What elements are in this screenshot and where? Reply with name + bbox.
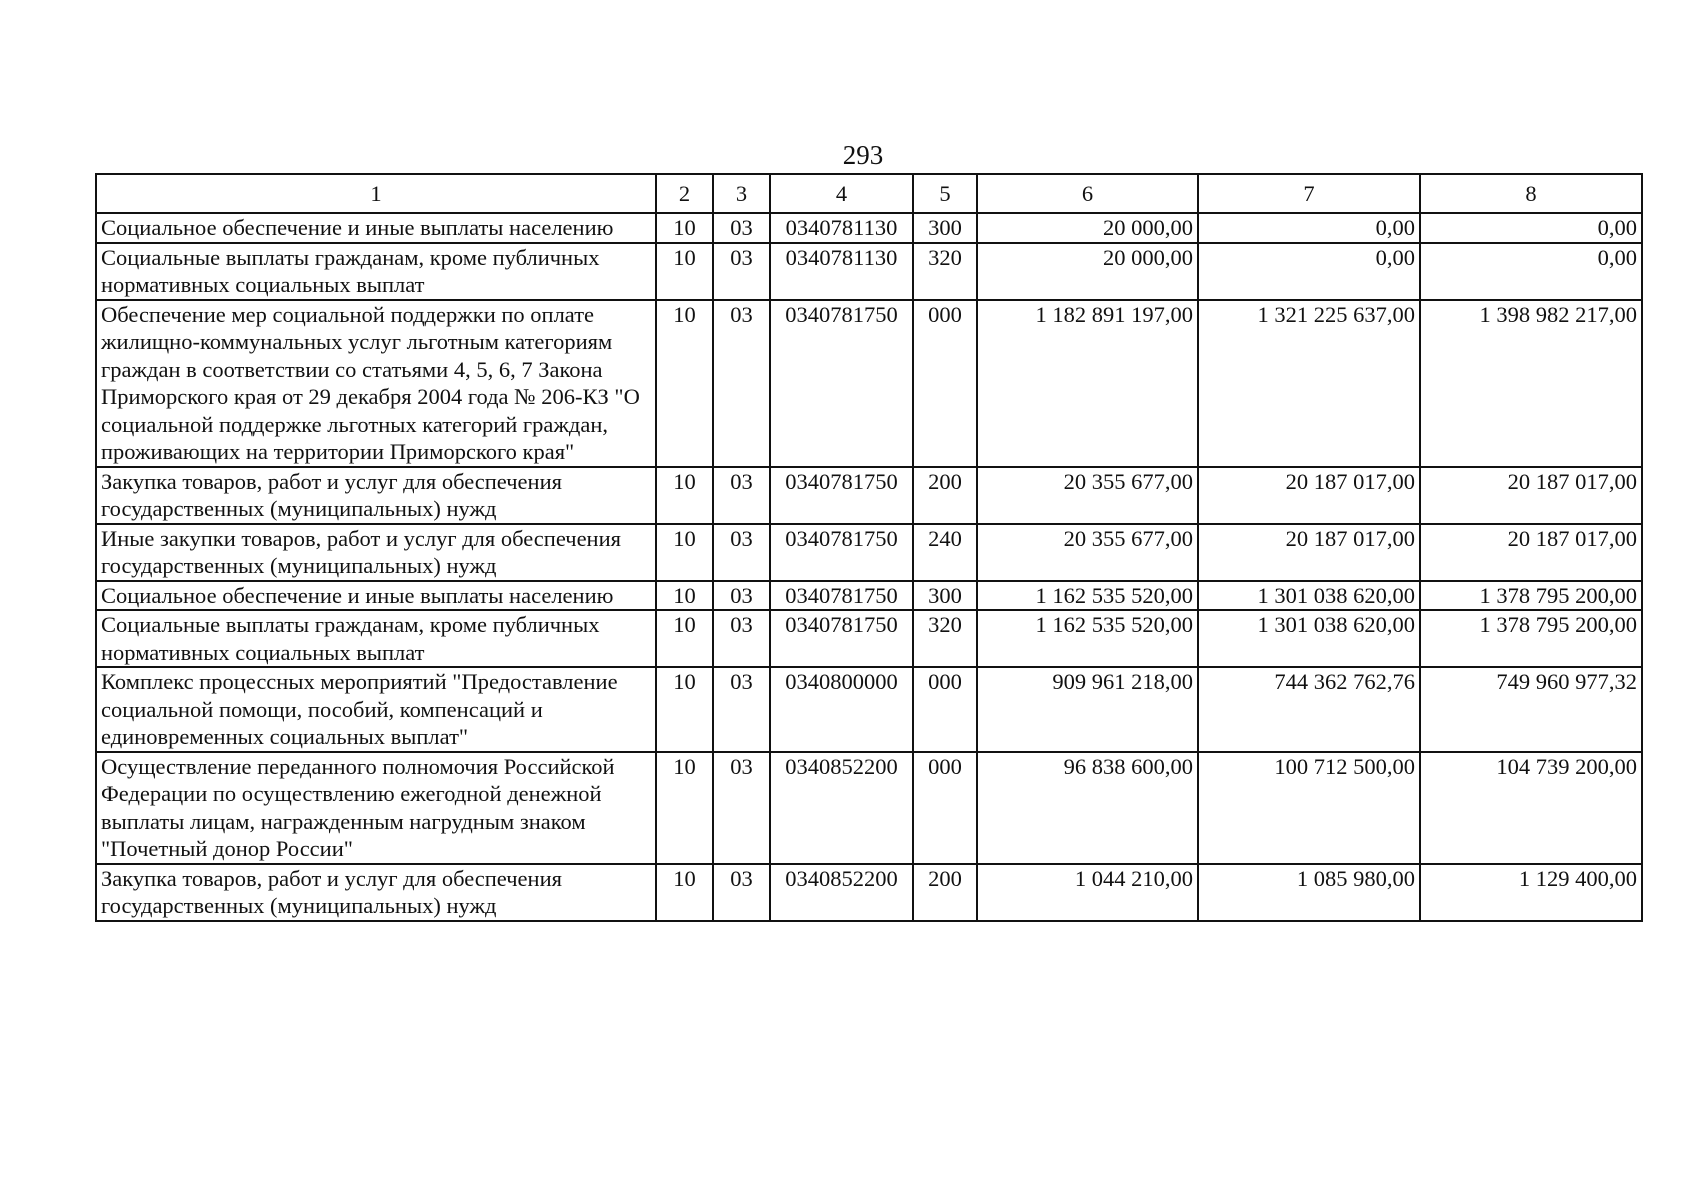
target-article-cell: 0340781130 (770, 243, 913, 300)
target-article-cell: 0340781130 (770, 213, 913, 243)
expense-type-cell: 200 (913, 467, 977, 524)
amount-year-3-cell: 1 398 982 217,00 (1420, 300, 1642, 467)
amount-year-2-cell: 1 301 038 620,00 (1198, 581, 1420, 611)
row-name-cell: Комплекс процессных мероприятий "Предоставление социальной помощи, пособий, компенсаций и единовременных социальных выплат" (96, 667, 656, 752)
section-code-cell: 10 (656, 243, 713, 300)
section-code-cell: 10 (656, 667, 713, 752)
expense-type-cell: 300 (913, 213, 977, 243)
amount-year-1-cell: 20 000,00 (977, 243, 1198, 300)
table-row (96, 667, 1642, 752)
target-article-cell: 0340800000 (770, 667, 913, 752)
column-header: 1 (96, 174, 656, 213)
table-row (96, 610, 1642, 667)
amount-year-2-cell: 744 362 762,76 (1198, 667, 1420, 752)
table-row (96, 524, 1642, 581)
expense-type-cell: 000 (913, 300, 977, 467)
subsection-code-cell: 03 (713, 213, 770, 243)
amount-year-1-cell: 96 838 600,00 (977, 752, 1198, 864)
row-name-cell: Иные закупки товаров, работ и услуг для обеспечения государственных (муниципальных) нужд (96, 524, 656, 581)
expense-type-cell: 000 (913, 752, 977, 864)
amount-year-1-cell: 1 182 891 197,00 (977, 300, 1198, 467)
target-article-cell: 0340781750 (770, 524, 913, 581)
subsection-code-cell: 03 (713, 864, 770, 921)
amount-year-2-cell: 0,00 (1198, 213, 1420, 243)
row-name-cell: Обеспечение мер социальной поддержки по оплате жилищно-коммунальных услуг льготным категориям граждан в соответствии со статьями 4, 5, 6, 7 Закона Приморского края от 29 декабря 2004 года № 206-КЗ "О социальной поддержке льготных категорий граждан, проживающих на территории Приморского края" (96, 300, 656, 467)
table-row (96, 581, 1642, 611)
subsection-code-cell: 03 (713, 581, 770, 611)
row-name-cell: Закупка товаров, работ и услуг для обеспечения государственных (муниципальных) нужд (96, 864, 656, 921)
amount-year-3-cell: 1 378 795 200,00 (1420, 581, 1642, 611)
column-header: 7 (1198, 174, 1420, 213)
section-code-cell: 10 (656, 213, 713, 243)
section-code-cell: 10 (656, 864, 713, 921)
table-row (96, 467, 1642, 524)
column-header: 4 (770, 174, 913, 213)
amount-year-1-cell: 20 000,00 (977, 213, 1198, 243)
amount-year-3-cell: 1 378 795 200,00 (1420, 610, 1642, 667)
row-name-cell: Закупка товаров, работ и услуг для обеспечения государственных (муниципальных) нужд (96, 467, 656, 524)
target-article-cell: 0340781750 (770, 610, 913, 667)
row-name-cell: Осуществление переданного полномочия Российской Федерации по осуществлению ежегодной денежной выплаты лицам, награжденным нагрудным знаком "Почетный донор России" (96, 752, 656, 864)
subsection-code-cell: 03 (713, 467, 770, 524)
target-article-cell: 0340781750 (770, 581, 913, 611)
target-article-cell: 0340852200 (770, 752, 913, 864)
subsection-code-cell: 03 (713, 752, 770, 864)
section-code-cell: 10 (656, 300, 713, 467)
table-row (96, 752, 1642, 864)
amount-year-1-cell: 1 162 535 520,00 (977, 610, 1198, 667)
expense-type-cell: 300 (913, 581, 977, 611)
table-row (96, 864, 1642, 921)
expense-type-cell: 320 (913, 610, 977, 667)
page-number: 293 (842, 140, 884, 170)
amount-year-2-cell: 100 712 500,00 (1198, 752, 1420, 864)
row-name-cell: Социальные выплаты гражданам, кроме публичных нормативных социальных выплат (96, 610, 656, 667)
column-header: 8 (1420, 174, 1642, 213)
amount-year-3-cell: 1 129 400,00 (1420, 864, 1642, 921)
section-code-cell: 10 (656, 581, 713, 611)
budget-table (95, 173, 1643, 922)
column-header: 2 (656, 174, 713, 213)
expense-type-cell: 000 (913, 667, 977, 752)
amount-year-2-cell: 1 301 038 620,00 (1198, 610, 1420, 667)
amount-year-2-cell: 0,00 (1198, 243, 1420, 300)
subsection-code-cell: 03 (713, 300, 770, 467)
amount-year-1-cell: 20 355 677,00 (977, 524, 1198, 581)
section-code-cell: 10 (656, 610, 713, 667)
amount-year-3-cell: 20 187 017,00 (1420, 524, 1642, 581)
amount-year-2-cell: 20 187 017,00 (1198, 524, 1420, 581)
subsection-code-cell: 03 (713, 610, 770, 667)
column-header: 6 (977, 174, 1198, 213)
expense-type-cell: 200 (913, 864, 977, 921)
amount-year-3-cell: 0,00 (1420, 213, 1642, 243)
amount-year-3-cell: 749 960 977,32 (1420, 667, 1642, 752)
amount-year-1-cell: 1 044 210,00 (977, 864, 1198, 921)
row-name-cell: Социальное обеспечение и иные выплаты населению (96, 581, 656, 611)
amount-year-2-cell: 1 321 225 637,00 (1198, 300, 1420, 467)
row-name-cell: Социальное обеспечение и иные выплаты населению (96, 213, 656, 243)
expense-type-cell: 320 (913, 243, 977, 300)
section-code-cell: 10 (656, 752, 713, 864)
section-code-cell: 10 (656, 467, 713, 524)
section-code-cell: 10 (656, 524, 713, 581)
table-row (96, 300, 1642, 467)
target-article-cell: 0340852200 (770, 864, 913, 921)
table-header-row (96, 174, 1642, 213)
column-header: 3 (713, 174, 770, 213)
target-article-cell: 0340781750 (770, 467, 913, 524)
subsection-code-cell: 03 (713, 667, 770, 752)
amount-year-3-cell: 104 739 200,00 (1420, 752, 1642, 864)
amount-year-1-cell: 20 355 677,00 (977, 467, 1198, 524)
subsection-code-cell: 03 (713, 524, 770, 581)
subsection-code-cell: 03 (713, 243, 770, 300)
amount-year-1-cell: 1 162 535 520,00 (977, 581, 1198, 611)
target-article-cell: 0340781750 (770, 300, 913, 467)
expense-type-cell: 240 (913, 524, 977, 581)
amount-year-3-cell: 20 187 017,00 (1420, 467, 1642, 524)
table-row (96, 213, 1642, 243)
amount-year-2-cell: 20 187 017,00 (1198, 467, 1420, 524)
amount-year-1-cell: 909 961 218,00 (977, 667, 1198, 752)
row-name-cell: Социальные выплаты гражданам, кроме публичных нормативных социальных выплат (96, 243, 656, 300)
amount-year-2-cell: 1 085 980,00 (1198, 864, 1420, 921)
amount-year-3-cell: 0,00 (1420, 243, 1642, 300)
column-header: 5 (913, 174, 977, 213)
table-row (96, 243, 1642, 300)
